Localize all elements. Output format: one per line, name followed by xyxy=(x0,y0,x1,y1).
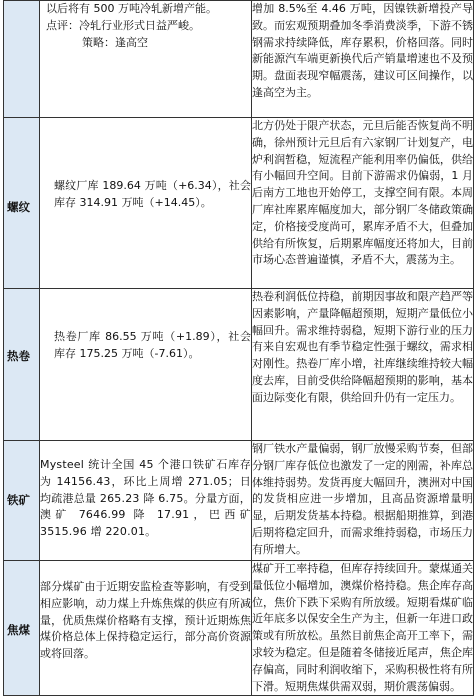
category-cell xyxy=(4,441,40,561)
data-text: 部分煤矿由于近期安监检查等影响，有受到相应影响，动力煤上升炼焦煤的供应有所减量，优质焦煤价格略有支撑，预计近期炼焦煤价格总体上保持稳定运行，部分高价资源或将回落。 xyxy=(40,580,251,661)
category-label: 焦煤 xyxy=(7,623,30,637)
category-label: 螺纹 xyxy=(7,200,30,214)
commentary-text: 北方仍处于限产状态，元旦后能否恢复尚不明确，徐州预计元旦后有六家钢厂计划复产，电炉利润暂稳，短流程产能利用率仍偏低，供给有小幅回升空间。目前下游需求仍偏弱，1 月后南方工地也开始停工，支撑空间有限。本周厂库社库累库幅度加大，部分钢厂冬储政策确定，价格接受度尚可，累库矛盾不大，但叠加供给有所恢复，后期累库幅度还将加大，目前市场心态普遍谨慎，矛盾不大，震荡为主。 xyxy=(252,119,473,267)
data-cell xyxy=(40,289,252,441)
data-text: Mysteel 统计全国 45 个港口铁矿石库存为 14156.43，环比上周增 271.05；日均疏港总量 265.23 降 6.75。分量方面，澳矿 7646.99 降 17.91，巴西矿 3515.96 增 220.01。 xyxy=(40,458,251,539)
category-label: 铁矿 xyxy=(7,493,30,507)
commentary-text: 钢厂铁水产量偏弱，钢厂放慢采购节奏，但部分钢厂库存低位也激发了一定的刚需，补库总体维持弱势。发货再度大幅回升，澳洲对中国的发货相应进一步增加，且高品资源增量明显，后期发货基本持稳。根据船期推算，到港后期将稳定回升，而需求维持弱稳，市场压力有所增大。 xyxy=(252,442,473,556)
table-row xyxy=(4,561,474,696)
table-row xyxy=(4,289,474,441)
data-cell xyxy=(40,441,252,561)
table-row xyxy=(4,1,474,118)
category-cell xyxy=(4,561,40,696)
commentary-cell xyxy=(252,289,474,441)
data-cell xyxy=(40,561,252,696)
data-line: 以后将有 500 万吨冷轧新增产能。 xyxy=(46,2,217,15)
data-cell xyxy=(40,118,252,289)
data-cell xyxy=(40,1,252,118)
category-cell xyxy=(4,118,40,289)
category-cell xyxy=(4,1,40,118)
table-row xyxy=(4,118,474,289)
table-row xyxy=(4,441,474,561)
data-text: 热卷厂库 86.55 万吨（+1.89），社会库存 175.25 万吨（-7.61）。 xyxy=(54,330,251,360)
commentary-text: 煤矿开工率持稳，但库存持续回升。蒙煤通关量低位小幅增加，澳煤价格持稳。焦企库存高位，焦价下跌下采购有所放缓。短期看煤矿临近年底多以保安全生产为主，但新一年进口政策或有所放松。虽然目前焦企高开工率下，需求较为稳定。但是随着冬储接近尾声，焦企库存偏高，同时利润收缩下，采购积极性将有所下滑。短期焦煤供需双弱，期价震荡偏弱。 xyxy=(252,562,473,693)
commentary-text: 热卷利润低位持稳，前期因事故和限产趋严等因素影响，产量降幅超预期，短期产量低位小幅回升。需求维持弱稳，短期下游行业的压力有来自宏观也有季节稳定性强于螺纹，需求相对刚性。热卷厂库小增，社库继续维持较大幅度去库，目前受供给降幅超预期的影响，基本面边际变化有限，供给回升仍有一定压力。 xyxy=(252,290,473,404)
commentary-cell xyxy=(252,561,474,696)
category-cell xyxy=(4,289,40,441)
commentary-cell xyxy=(252,118,474,289)
commentary-text: 增加 8.5%至 4.46 万吨，因镍铁新增投产导致。而宏观预期叠加冬季消费淡季，下游不锈钢需求持续降低，库存累积，价格回落。同时新能源汽车端更新换代后产销量增速也不及预期。盘面表现窄幅震荡，建议可区间操作，以逢高空为主。 xyxy=(252,2,473,99)
data-line: 策略：逢高空 xyxy=(82,35,148,49)
commentary-cell xyxy=(252,441,474,561)
commentary-cell xyxy=(252,1,474,118)
category-label: 热卷 xyxy=(7,349,30,363)
data-line: 点评：冷轧行业形式日益严峻。 xyxy=(46,18,200,32)
data-text: 螺纹厂库 189.64 万吨（+6.34），社会库存 314.91 万吨（+14.45）。 xyxy=(54,179,251,209)
market-commentary-table xyxy=(3,0,474,696)
